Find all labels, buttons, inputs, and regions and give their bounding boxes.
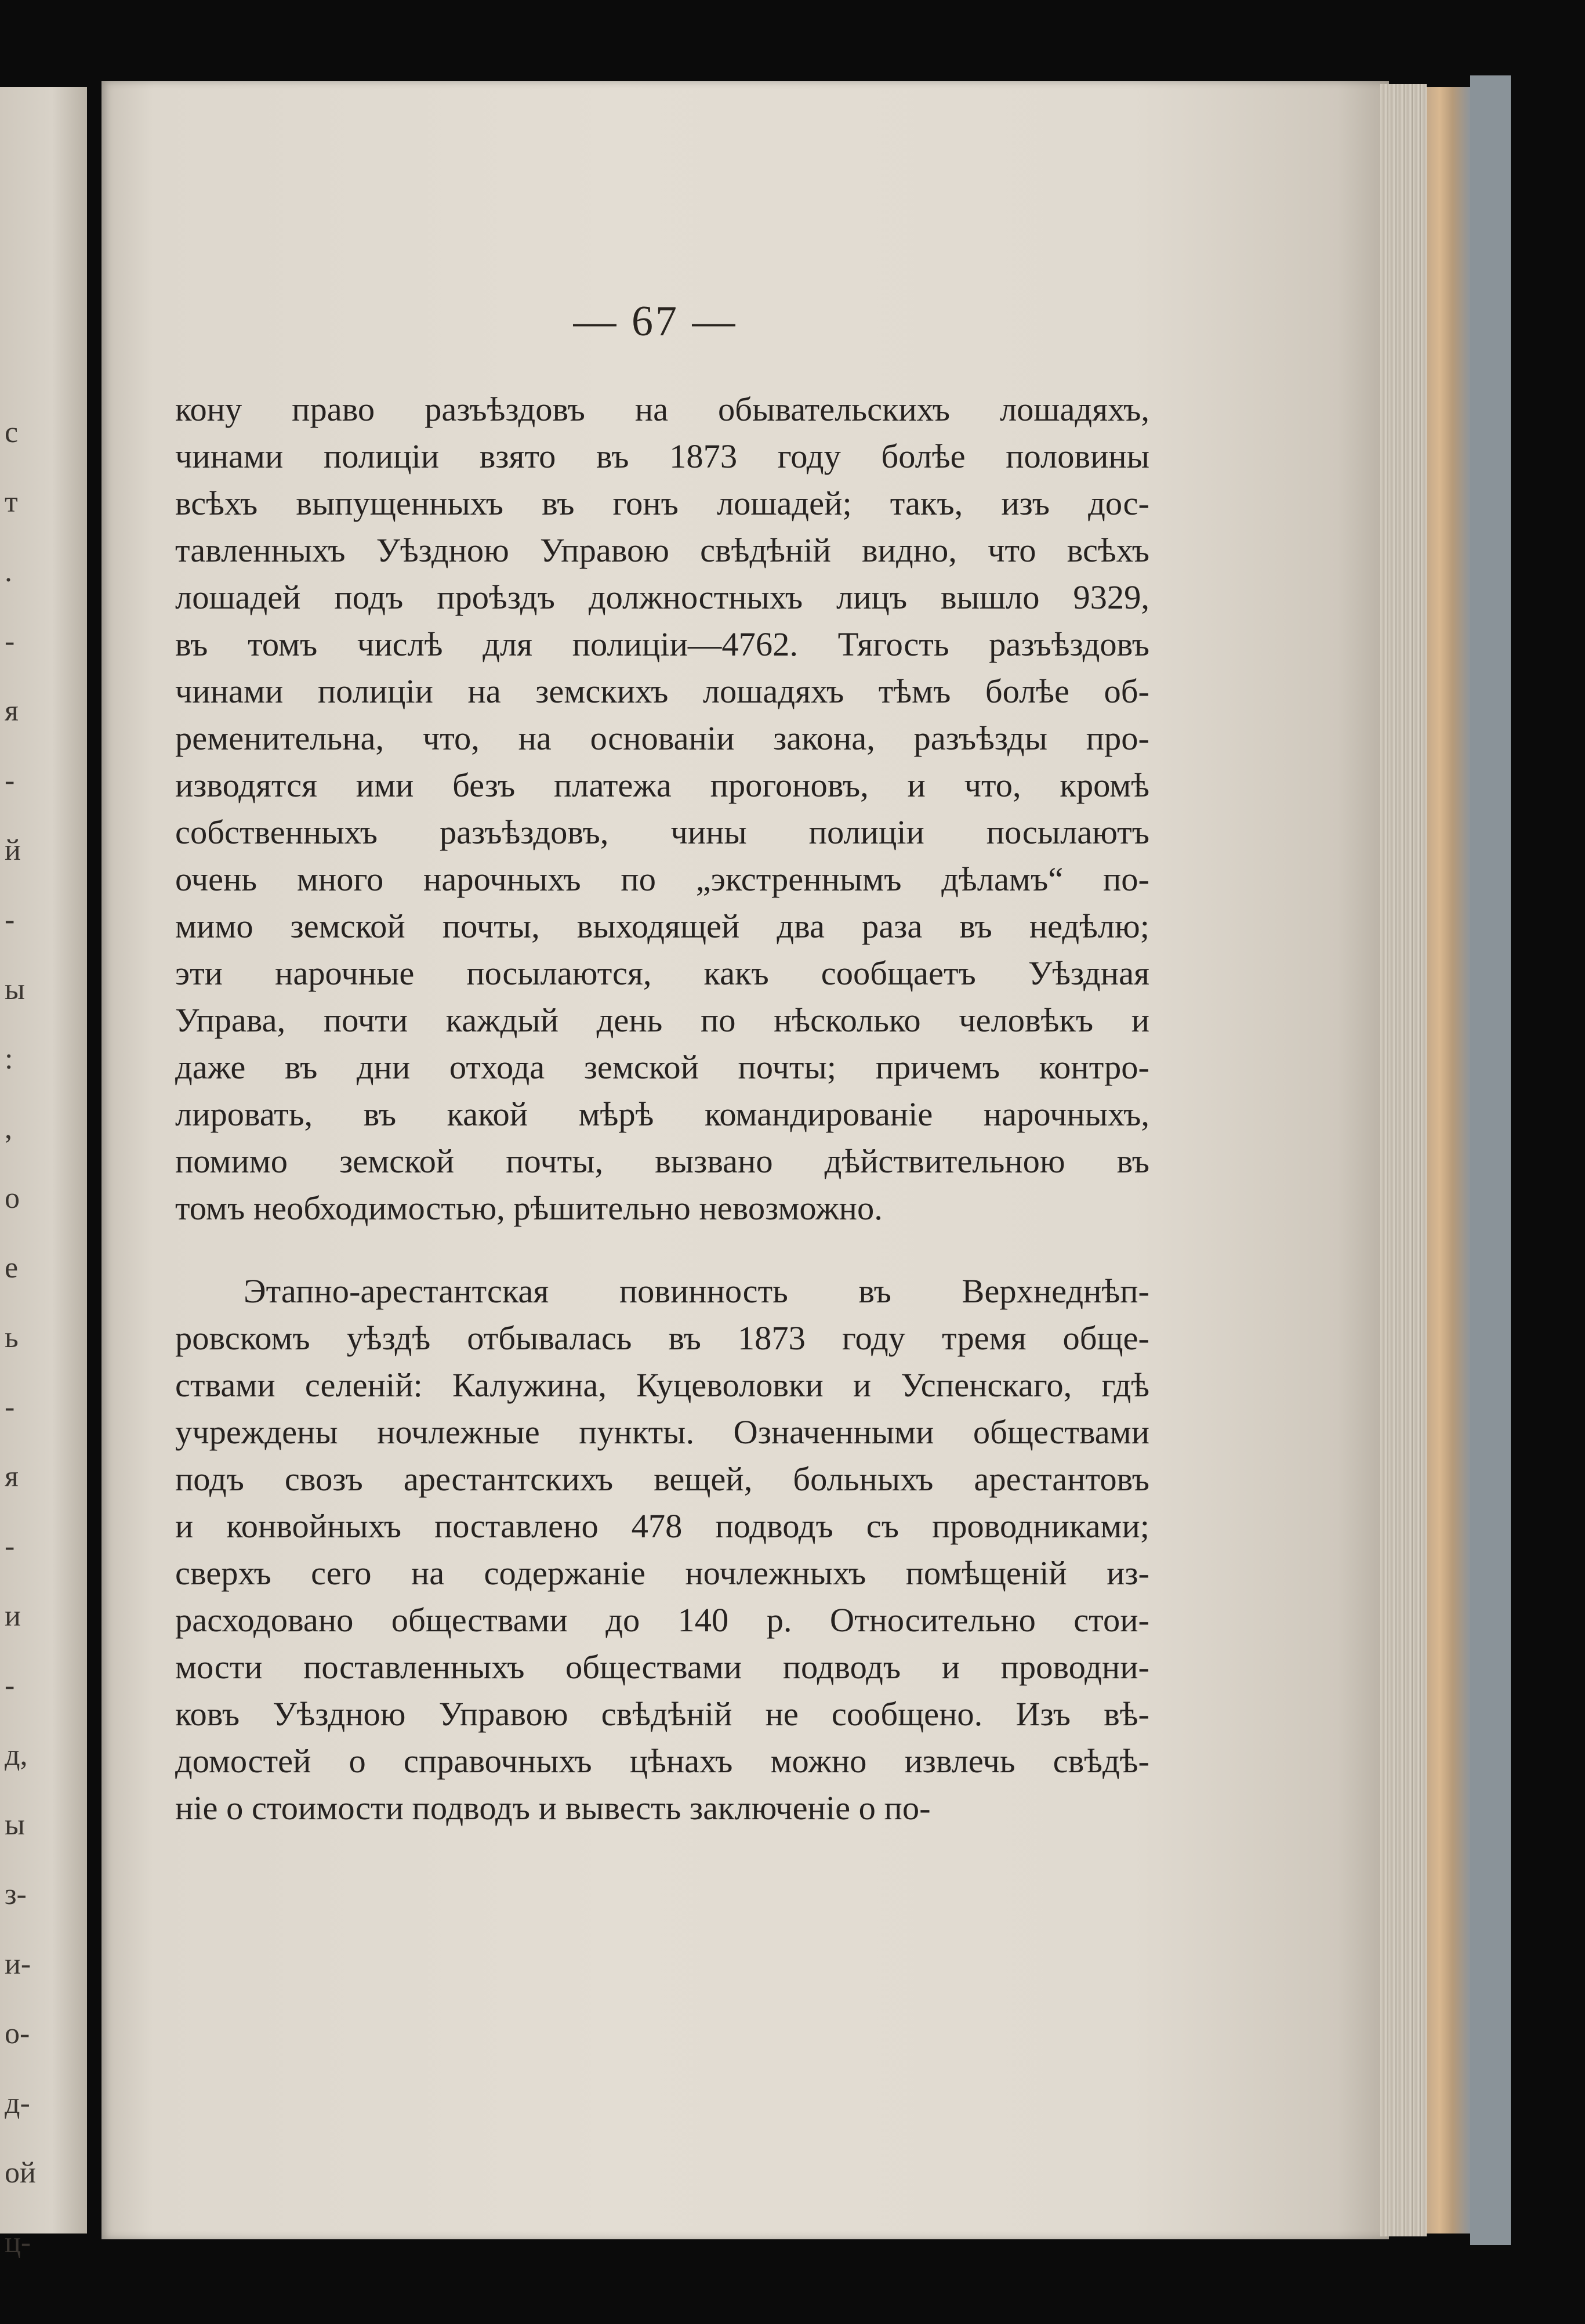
edge-fragment: и- (5, 1947, 31, 1981)
edge-fragment: о- (5, 2017, 30, 2050)
edge-fragment: й (5, 834, 21, 867)
edge-fragment: ь (5, 1321, 19, 1354)
edge-fragment: : (5, 1042, 13, 1076)
text-line: изводятся ими безъ платежа прогоновъ, и что, кромѣ (175, 766, 1149, 804)
text-line: тавленныхъ Уѣздною Управою свѣдѣнiй видно, что всѣхъ (175, 531, 1149, 569)
text-line: всѣхъ выпущенныхъ въ гонъ лошадей; такъ, изъ дос- (175, 484, 1149, 522)
text-line: Управа, почти каждый день по нѣсколько человѣкъ и (175, 1001, 1149, 1039)
text-line: въ томъ числѣ для полицiи—4762. Тягость разъѣздовъ (175, 625, 1149, 663)
text-line: чинами полицiи на земскихъ лошадяхъ тѣмъ болѣе об- (175, 672, 1149, 710)
text-line: сверхъ сего на содержанiе ночлежныхъ помѣщенiй из- (175, 1554, 1149, 1592)
text-line: домостей о справочныхъ цѣнахъ можно извлечь свѣдѣ- (175, 1742, 1149, 1780)
edge-fragment: - (5, 1530, 15, 1563)
edge-fragment: - (5, 764, 15, 797)
edge-fragment: е (5, 1251, 19, 1284)
edge-fragment: ой (5, 2156, 36, 2189)
edge-fragment: д, (5, 1739, 28, 1772)
text-line: Этапно-арестантская повинность въ Верхнеднѣп- (244, 1272, 1149, 1310)
text-line: ковъ Уѣздною Управою свѣдѣнiй не сообщено. Изъ вѣ- (175, 1695, 1149, 1733)
text-line: учреждены ночлежные пункты. Означенными обществами (175, 1413, 1149, 1451)
edge-fragment: я (5, 1460, 19, 1493)
text-line: ровскомъ уѣздѣ отбывалась въ 1873 году тремя обще- (175, 1319, 1149, 1357)
paragraph-2 (175, 1268, 1149, 1831)
edge-fragment: т (5, 486, 18, 519)
edge-fragment: д- (5, 2087, 30, 2120)
text-line: очень много нарочныхъ по „экстреннымъ дѣламъ“ по- (175, 860, 1149, 898)
edge-fragment: с (5, 416, 19, 449)
text-line: и конвойныхъ поставлено 478 подводъ съ проводниками; (175, 1507, 1149, 1545)
edge-fragment: з- (5, 1878, 27, 1911)
text-line: подъ свозъ арестантскихъ вещей, больныхъ арестантовъ (175, 1460, 1149, 1498)
edge-fragment: . (5, 555, 12, 588)
text-line: эти нарочные посылаются, какъ сообщаетъ Уѣздная (175, 954, 1149, 992)
edge-fragment: - (5, 625, 15, 658)
text-line: помимо земской почты, вызвано дѣйствительною въ (175, 1142, 1149, 1180)
text-line: лировать, въ какой мѣрѣ командированiе нарочныхъ, (175, 1095, 1149, 1133)
text-line: ременительна, что, на основанiи закона, разъѣзды про- (175, 719, 1149, 757)
paragraph-1 (175, 386, 1149, 1232)
page-stack-edges (1380, 84, 1427, 2236)
text-line: кону право разъѣздовъ на обывательскихъ лошадяхъ, (175, 390, 1149, 428)
edge-fragment: - (5, 903, 15, 936)
text-line: расходовано обществами до 140 р. Относительно стои- (175, 1601, 1149, 1639)
text-line: даже въ дни отхода земской почты; причемъ контро- (175, 1048, 1149, 1086)
text-line: лошадей подъ проѣздъ должностныхъ лицъ вышло 9329, (175, 578, 1149, 616)
text-line: собственныхъ разъѣздовъ, чины полицiи посылаютъ (175, 813, 1149, 851)
edge-fragment: о (5, 1182, 20, 1215)
edge-fragment: ц- (5, 2226, 31, 2259)
text-line: мости поставленныхъ обществами подводъ и проводни- (175, 1648, 1149, 1686)
edge-fragment: - (5, 1391, 15, 1424)
previous-page-text-fragments (5, 87, 39, 2259)
text-line: мимо земской почты, выходящей два раза въ недѣлю; (175, 907, 1149, 945)
text-line: чинами полицiи взято въ 1873 году болѣе половины (175, 437, 1149, 475)
edge-fragment: я (5, 694, 19, 727)
cover-edge (1427, 87, 1470, 2233)
text-line: томъ необходимостью, рѣшительно невозможно. (175, 1189, 883, 1227)
binding-board (1470, 75, 1511, 2245)
text-line: нiе о стоимости подводъ и вывесть заключенiе о по- (175, 1789, 931, 1827)
edge-fragment: и (5, 1599, 21, 1632)
previous-page-edge (0, 87, 87, 2259)
edge-fragment: ы (5, 1808, 25, 1841)
edge-fragment: ы (5, 973, 25, 1006)
edge-fragment: , (5, 1112, 12, 1145)
text-line: ствами селенiй: Калужина, Куцеволовки и Успенскаго, гдѣ (175, 1366, 1149, 1404)
edge-fragment: - (5, 1669, 15, 1702)
page-number: — 67 — (573, 298, 738, 345)
